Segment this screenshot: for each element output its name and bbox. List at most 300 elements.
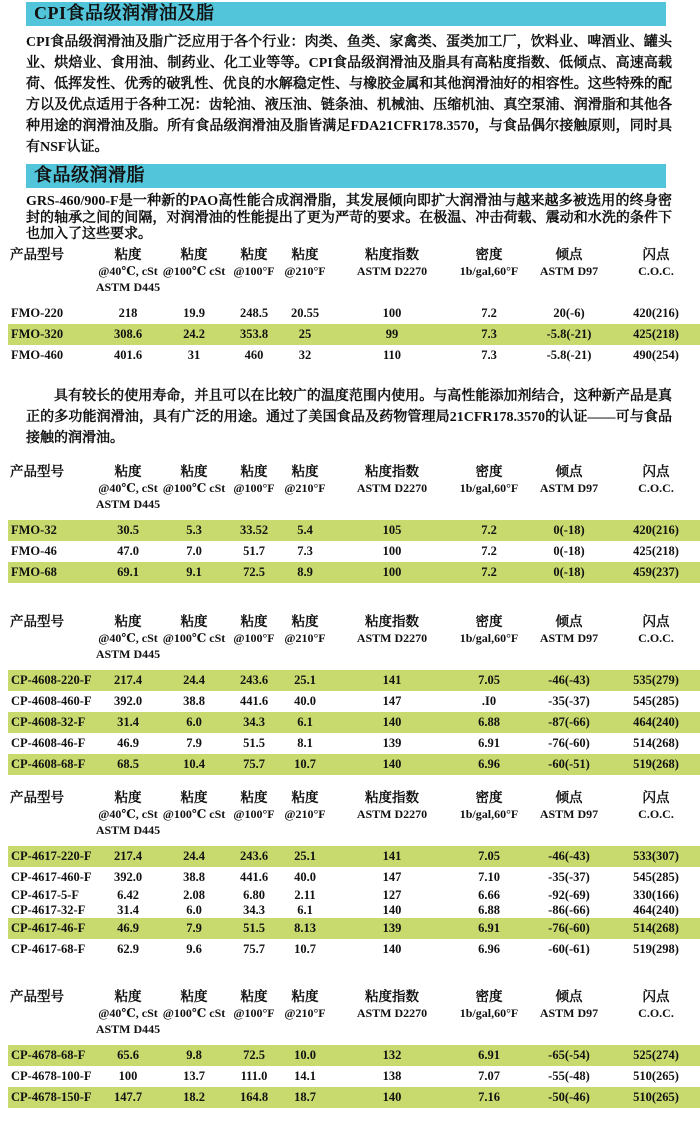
column-subtitle: @210°F — [284, 263, 326, 278]
column-title: 倾点 — [555, 613, 583, 629]
column-subtitle: 1b/gal,60°F — [459, 1005, 519, 1020]
column-title: 粘度 — [180, 613, 208, 629]
column-header — [612, 246, 700, 303]
column-title: 粘度 — [114, 789, 142, 805]
value-cell: 401.6 — [113, 347, 143, 362]
product-model-cell: CP-4678-68-F — [11, 1047, 86, 1062]
value-cell: 545(285) — [633, 693, 679, 708]
value-cell: 7.2 — [481, 522, 497, 537]
value-cell: 218 — [118, 305, 138, 320]
column-header — [95, 463, 161, 520]
product-model-cell: CP-4678-100-F — [11, 1068, 92, 1083]
cp-4608-series-table — [8, 613, 700, 775]
column-subtitle: @100°F — [233, 263, 275, 278]
column-subtitle: C.O.C. — [638, 1005, 674, 1020]
column-header — [230, 246, 278, 303]
column-subtitle: ASTM D445 — [95, 279, 161, 294]
value-cell: 525(274) — [633, 1047, 679, 1062]
column-title: 产品型号 — [10, 246, 64, 262]
value-cell: 6.42 — [117, 887, 139, 902]
value-cell: 30.5 — [117, 522, 139, 537]
column-header — [278, 789, 332, 846]
column-header — [158, 463, 230, 520]
value-cell: 519(268) — [633, 756, 679, 771]
value-cell: -35(-37) — [548, 693, 590, 708]
value-cell: 140 — [382, 756, 402, 771]
value-cell: 40.0 — [294, 693, 316, 708]
table-row — [8, 888, 700, 903]
value-cell: 40.0 — [294, 869, 316, 884]
table-row — [8, 867, 700, 888]
column-subtitle: @210°F — [284, 630, 326, 645]
value-cell: 519(298) — [633, 941, 679, 956]
column-title: 粘度指数 — [365, 613, 419, 629]
value-cell: 353.8 — [239, 326, 269, 341]
column-title: 粘度 — [180, 988, 208, 1004]
value-cell: 545(285) — [633, 869, 679, 884]
value-cell: 10.4 — [183, 756, 205, 771]
value-cell: 425(218) — [633, 326, 679, 341]
value-cell: 38.8 — [183, 693, 205, 708]
column-subtitle: @210°F — [284, 1005, 326, 1020]
value-cell: 68.5 — [117, 756, 139, 771]
value-cell: 392.0 — [113, 693, 143, 708]
column-title: 粘度指数 — [365, 463, 419, 479]
value-cell: 47.0 — [117, 543, 139, 558]
column-header — [158, 988, 230, 1045]
column-title: 闪点 — [642, 463, 670, 479]
value-cell: 34.3 — [243, 902, 265, 917]
value-cell: 24.4 — [183, 672, 205, 687]
column-header — [452, 613, 526, 670]
value-cell: 33.52 — [239, 522, 269, 537]
value-cell: -55(-48) — [548, 1068, 590, 1083]
value-cell: 7.10 — [478, 869, 500, 884]
product-model-cell: CP-4617-68-F — [11, 941, 86, 956]
column-title: 粘度 — [180, 246, 208, 262]
value-cell: 7.9 — [186, 920, 202, 935]
product-model-cell: CP-4617-32-F — [11, 902, 86, 917]
value-cell: 100 — [382, 564, 402, 579]
column-header — [278, 988, 332, 1045]
header-row — [8, 988, 700, 1045]
column-header — [95, 246, 161, 303]
header-row — [8, 246, 700, 303]
column-title: 倾点 — [555, 246, 583, 262]
header-row — [8, 613, 700, 670]
column-title: 粘度指数 — [365, 789, 419, 805]
table-row — [8, 324, 700, 345]
column-subtitle: C.O.C. — [638, 480, 674, 495]
value-cell: 217.4 — [113, 672, 143, 687]
table-row — [8, 345, 700, 366]
column-title: 粘度 — [114, 613, 142, 629]
column-title: 密度 — [475, 789, 503, 805]
value-cell: 441.6 — [239, 693, 269, 708]
value-cell: 51.5 — [243, 920, 265, 935]
fmo-light-oils-table-host — [8, 463, 698, 583]
column-title: 密度 — [475, 463, 503, 479]
product-model-cell: CP-4608-460-F — [11, 693, 92, 708]
column-subtitle: ASTM D97 — [539, 630, 599, 645]
product-model-cell: CP-4608-32-F — [11, 714, 86, 729]
value-cell: -65(-54) — [548, 1047, 590, 1062]
value-cell: 24.4 — [183, 848, 205, 863]
value-cell: 464(240) — [633, 714, 679, 729]
column-header — [95, 789, 161, 846]
value-cell: 100 — [382, 305, 402, 320]
column-header — [230, 988, 278, 1045]
value-cell: -76(-60) — [548, 735, 590, 750]
header-row — [8, 463, 700, 520]
table-row — [8, 670, 700, 691]
value-cell: 0(-18) — [553, 564, 585, 579]
column-subtitle: @100°F — [233, 630, 275, 645]
column-title: 产品型号 — [10, 463, 64, 479]
value-cell: 330(166) — [633, 887, 679, 902]
value-cell: 6.0 — [186, 902, 202, 917]
column-header — [612, 789, 700, 846]
value-cell: 140 — [382, 1089, 402, 1104]
value-cell: -86(-66) — [548, 902, 590, 917]
value-cell: 7.9 — [186, 735, 202, 750]
column-subtitle: @100°F — [233, 480, 275, 495]
value-cell: 111.0 — [240, 1068, 268, 1083]
value-cell: 8.9 — [297, 564, 313, 579]
column-title: 粘度 — [291, 463, 319, 479]
column-title: 粘度 — [291, 988, 319, 1004]
value-cell: 75.7 — [243, 756, 265, 771]
fmo-description-paragraph: 具有较长的使用寿命，并且可以在比较广的温度范围内使用。与高性能添加剂结合，这种新产品是真正的多功能润滑油，具有广泛的用途。通过了美国食品及药物管理局21CFR178.3570的认证——可与食品接触的润滑油。 — [26, 388, 672, 446]
value-cell: 460 — [244, 347, 264, 362]
value-cell: 7.16 — [478, 1089, 500, 1104]
value-cell: 533(307) — [633, 848, 679, 863]
column-subtitle: @100℃ cSt — [162, 480, 226, 495]
column-header — [158, 246, 230, 303]
value-cell: 7.05 — [478, 848, 500, 863]
value-cell: 2.11 — [294, 887, 316, 902]
column-title: 密度 — [475, 988, 503, 1004]
value-cell: 6.0 — [186, 714, 202, 729]
value-cell: 7.07 — [478, 1068, 500, 1083]
column-title: 粘度 — [291, 246, 319, 262]
value-cell: 6.88 — [478, 902, 500, 917]
value-cell: 141 — [382, 848, 402, 863]
product-model-cell: FMO-460 — [11, 347, 64, 362]
value-cell: .I0 — [481, 693, 497, 708]
table-row — [8, 754, 700, 775]
value-cell: 140 — [382, 941, 402, 956]
column-title: 产品型号 — [10, 789, 64, 805]
value-cell: 147 — [382, 869, 402, 884]
column-subtitle: ASTM D97 — [539, 806, 599, 821]
product-model-cell: FMO-46 — [11, 543, 57, 558]
value-cell: 139 — [382, 735, 402, 750]
value-cell: 31.4 — [117, 902, 139, 917]
product-model-cell: FMO-32 — [11, 522, 57, 537]
value-cell: 127 — [382, 887, 402, 902]
product-model-cell: CP-4617-5-F — [11, 887, 80, 902]
value-cell: 5.4 — [297, 522, 313, 537]
value-cell: 510(265) — [633, 1068, 679, 1083]
column-subtitle: ASTM D97 — [539, 263, 599, 278]
value-cell: 535(279) — [633, 672, 679, 687]
value-cell: 514(268) — [633, 735, 679, 750]
column-subtitle: ASTM D445 — [95, 646, 161, 661]
value-cell: 6.1 — [297, 902, 313, 917]
column-title: 粘度 — [240, 613, 268, 629]
value-cell: 100 — [118, 1068, 138, 1083]
column-subtitle: @40℃, cSt — [98, 480, 158, 495]
column-header — [230, 463, 278, 520]
value-cell: 7.0 — [186, 543, 202, 558]
value-cell: -35(-37) — [548, 869, 590, 884]
value-cell: 7.2 — [481, 564, 497, 579]
header-row — [8, 789, 700, 846]
fmo-light-oils-table — [8, 463, 700, 583]
column-subtitle: ASTM D445 — [95, 1021, 161, 1036]
column-title: 倾点 — [555, 988, 583, 1004]
value-cell: 7.3 — [481, 347, 497, 362]
value-cell: 9.8 — [186, 1047, 202, 1062]
value-cell: 308.6 — [113, 326, 143, 341]
column-subtitle: ASTM D2270 — [356, 806, 428, 821]
value-cell: 420(216) — [633, 305, 679, 320]
column-header — [158, 789, 230, 846]
value-cell: 34.3 — [243, 714, 265, 729]
value-cell: 217.4 — [113, 848, 143, 863]
product-model-cell: CP-4678-150-F — [11, 1089, 92, 1104]
value-cell: 19.9 — [183, 305, 205, 320]
column-subtitle: ASTM D2270 — [356, 263, 428, 278]
value-cell: 6.91 — [478, 1047, 500, 1062]
section-header-grease: 食品级润滑脂 — [26, 164, 666, 188]
value-cell: 72.5 — [243, 1047, 265, 1062]
value-cell: -5.8(-21) — [546, 326, 592, 341]
value-cell: 425(218) — [633, 543, 679, 558]
value-cell: 420(216) — [633, 522, 679, 537]
value-cell: 2.08 — [183, 887, 205, 902]
section-header-oils: CPI食品级润滑油及脂 — [26, 2, 666, 26]
value-cell: 140 — [382, 902, 402, 917]
product-model-cell: CP-4608-46-F — [11, 735, 86, 750]
cp-4617-table-host — [8, 789, 698, 960]
intro-paragraph: CPI食品级润滑油及脂广泛应用于各个行业：肉类、鱼类、家禽类、蛋类加工厂，饮料业、啤酒业、罐头业、烘焙业、食用油、制药业、化工业等等。CPI食品级润滑油及脂具有高粘度指数、低倾点、高速高载荷、低挥发性、优秀的破乳性、优良的水解稳定性、与橡胶金属和其他润滑油好的相容性。这些特殊的配方以及优点适用于各种工况：齿轮油、液压油、链条油、机械油、压缩机油、真空泵浦、润滑脂和其他各种用途的润滑油及脂。所有食品级润滑油及脂皆满足FDA21CFR178.3570，与食品偶尔接触原则，同时具有NSF认证。 — [26, 35, 672, 155]
column-subtitle: 1b/gal,60°F — [459, 630, 519, 645]
value-cell: -46(-43) — [548, 848, 590, 863]
column-subtitle: @40℃, cSt — [98, 1005, 158, 1020]
value-cell: 510(265) — [633, 1089, 679, 1104]
value-cell: 13.7 — [183, 1068, 205, 1083]
column-title: 粘度 — [114, 246, 142, 262]
value-cell: 51.7 — [243, 543, 265, 558]
value-cell: 6.96 — [478, 756, 500, 771]
column-title: 粘度指数 — [365, 246, 419, 262]
column-subtitle: @100℃ cSt — [162, 630, 226, 645]
column-subtitle: @100°F — [233, 806, 275, 821]
table-row — [8, 541, 700, 562]
value-cell: 140 — [382, 714, 402, 729]
value-cell: 7.3 — [297, 543, 313, 558]
value-cell: 5.3 — [186, 522, 202, 537]
column-subtitle: ASTM D97 — [539, 1005, 599, 1020]
column-header — [230, 613, 278, 670]
table-row — [8, 733, 700, 754]
value-cell: 392.0 — [113, 869, 143, 884]
value-cell: -60(-61) — [548, 941, 590, 956]
value-cell: -5.8(-21) — [546, 347, 592, 362]
value-cell: 99 — [385, 326, 399, 341]
value-cell: 0(-18) — [553, 522, 585, 537]
table-row — [8, 520, 700, 541]
column-header — [452, 789, 526, 846]
column-title: 粘度 — [114, 988, 142, 1004]
column-subtitle: 1b/gal,60°F — [459, 806, 519, 821]
table-row — [8, 939, 700, 960]
value-cell: 6.88 — [478, 714, 500, 729]
column-title: 粘度 — [240, 463, 268, 479]
value-cell: 6.1 — [297, 714, 313, 729]
column-header — [278, 463, 332, 520]
value-cell: 18.7 — [294, 1089, 316, 1104]
column-header — [452, 988, 526, 1045]
column-subtitle: ASTM D97 — [539, 480, 599, 495]
column-subtitle: @100℃ cSt — [162, 1005, 226, 1020]
product-model-cell: CP-4617-46-F — [11, 920, 86, 935]
column-title: 粘度指数 — [365, 988, 419, 1004]
value-cell: 46.9 — [117, 920, 139, 935]
column-title: 闪点 — [642, 613, 670, 629]
value-cell: 65.6 — [117, 1047, 139, 1062]
value-cell: 7.2 — [481, 305, 497, 320]
value-cell: 31.4 — [117, 714, 139, 729]
table-row — [8, 712, 700, 733]
column-subtitle: C.O.C. — [638, 630, 674, 645]
table-row — [8, 303, 700, 324]
value-cell: 24.2 — [183, 326, 205, 341]
table-row — [8, 1087, 700, 1108]
value-cell: 141 — [382, 672, 402, 687]
value-cell: 32 — [298, 347, 312, 362]
grease-intro-paragraph: GRS-460/900-F是一种新的PAO高性能合成润滑脂，其发展倾向即扩大润滑油与越来越多被选用的终身密封的轴承之间的间隔，对润滑油的性能提出了更为严苛的要求。在极温、冲击荷载、震动和水洗的条件下也加入了这些要求。 — [26, 194, 672, 242]
column-header — [230, 789, 278, 846]
value-cell: 164.8 — [239, 1089, 269, 1104]
value-cell: 6.96 — [478, 941, 500, 956]
column-subtitle: @40℃, cSt — [98, 263, 158, 278]
column-subtitle: @100℃ cSt — [162, 806, 226, 821]
column-title: 粘度 — [240, 789, 268, 805]
value-cell: 31 — [187, 347, 201, 362]
fmo-heavy-oils-table-host — [8, 246, 698, 366]
column-subtitle: ASTM D2270 — [356, 630, 428, 645]
value-cell: 51.5 — [243, 735, 265, 750]
column-subtitle: @210°F — [284, 480, 326, 495]
value-cell: 9.6 — [186, 941, 202, 956]
cp-4608-table-host — [8, 613, 698, 775]
value-cell: 110 — [382, 347, 402, 362]
value-cell: 20(-6) — [553, 305, 585, 320]
value-cell: 100 — [382, 543, 402, 558]
table-row — [8, 918, 700, 939]
table-row — [8, 562, 700, 583]
value-cell: -92(-69) — [548, 887, 590, 902]
value-cell: 248.5 — [239, 305, 269, 320]
cp-4678-series-table — [8, 988, 700, 1108]
value-cell: 38.8 — [183, 869, 205, 884]
value-cell: 147 — [382, 693, 402, 708]
column-title: 粘度 — [291, 789, 319, 805]
column-subtitle: C.O.C. — [638, 806, 674, 821]
value-cell: 8.13 — [294, 920, 316, 935]
column-subtitle: @210°F — [284, 806, 326, 821]
column-subtitle: @40℃, cSt — [98, 806, 158, 821]
value-cell: 46.9 — [117, 735, 139, 750]
column-title: 粘度 — [291, 613, 319, 629]
value-cell: 10.0 — [294, 1047, 316, 1062]
column-subtitle: ASTM D445 — [95, 822, 161, 837]
product-model-cell: CP-4617-220-F — [11, 848, 92, 863]
value-cell: 9.1 — [186, 564, 202, 579]
value-cell: 132 — [382, 1047, 402, 1062]
column-title: 粘度 — [180, 789, 208, 805]
table-row — [8, 1045, 700, 1066]
column-title: 闪点 — [642, 789, 670, 805]
column-title: 产品型号 — [10, 988, 64, 1004]
column-header — [278, 613, 332, 670]
fmo-heavy-oils-table — [8, 246, 700, 366]
table-row — [8, 846, 700, 867]
value-cell: 490(254) — [633, 347, 679, 362]
column-title: 密度 — [475, 613, 503, 629]
product-model-cell: FMO-68 — [11, 564, 57, 579]
column-subtitle: 1b/gal,60°F — [459, 480, 519, 495]
column-header — [612, 613, 700, 670]
value-cell: 7.05 — [478, 672, 500, 687]
value-cell: 7.3 — [481, 326, 497, 341]
column-title: 密度 — [475, 246, 503, 262]
product-model-cell: CP-4617-460-F — [11, 869, 92, 884]
value-cell: 139 — [382, 920, 402, 935]
column-subtitle: ASTM D445 — [95, 496, 161, 511]
value-cell: 7.2 — [481, 543, 497, 558]
value-cell: 10.7 — [294, 941, 316, 956]
column-subtitle: @40℃, cSt — [98, 630, 158, 645]
column-header — [278, 246, 332, 303]
value-cell: 8.1 — [297, 735, 313, 750]
column-title: 粘度 — [114, 463, 142, 479]
column-title: 粘度 — [240, 246, 268, 262]
value-cell: 62.9 — [117, 941, 139, 956]
column-title: 倾点 — [555, 463, 583, 479]
value-cell: -76(-60) — [548, 920, 590, 935]
cp-4617-series-table — [8, 789, 700, 960]
value-cell: 69.1 — [117, 564, 139, 579]
product-model-cell: CP-4608-220-F — [11, 672, 92, 687]
column-subtitle: C.O.C. — [638, 263, 674, 278]
value-cell: 441.6 — [239, 869, 269, 884]
column-header — [612, 463, 700, 520]
value-cell: 72.5 — [243, 564, 265, 579]
column-subtitle: 1b/gal,60°F — [459, 263, 519, 278]
column-header — [452, 246, 526, 303]
table-row — [8, 903, 700, 918]
cp-4678-table-host — [8, 988, 698, 1108]
column-header — [158, 613, 230, 670]
value-cell: 14.1 — [294, 1068, 316, 1083]
value-cell: -50(-46) — [548, 1089, 590, 1104]
value-cell: 25.1 — [294, 672, 316, 687]
column-subtitle: ASTM D2270 — [356, 480, 428, 495]
